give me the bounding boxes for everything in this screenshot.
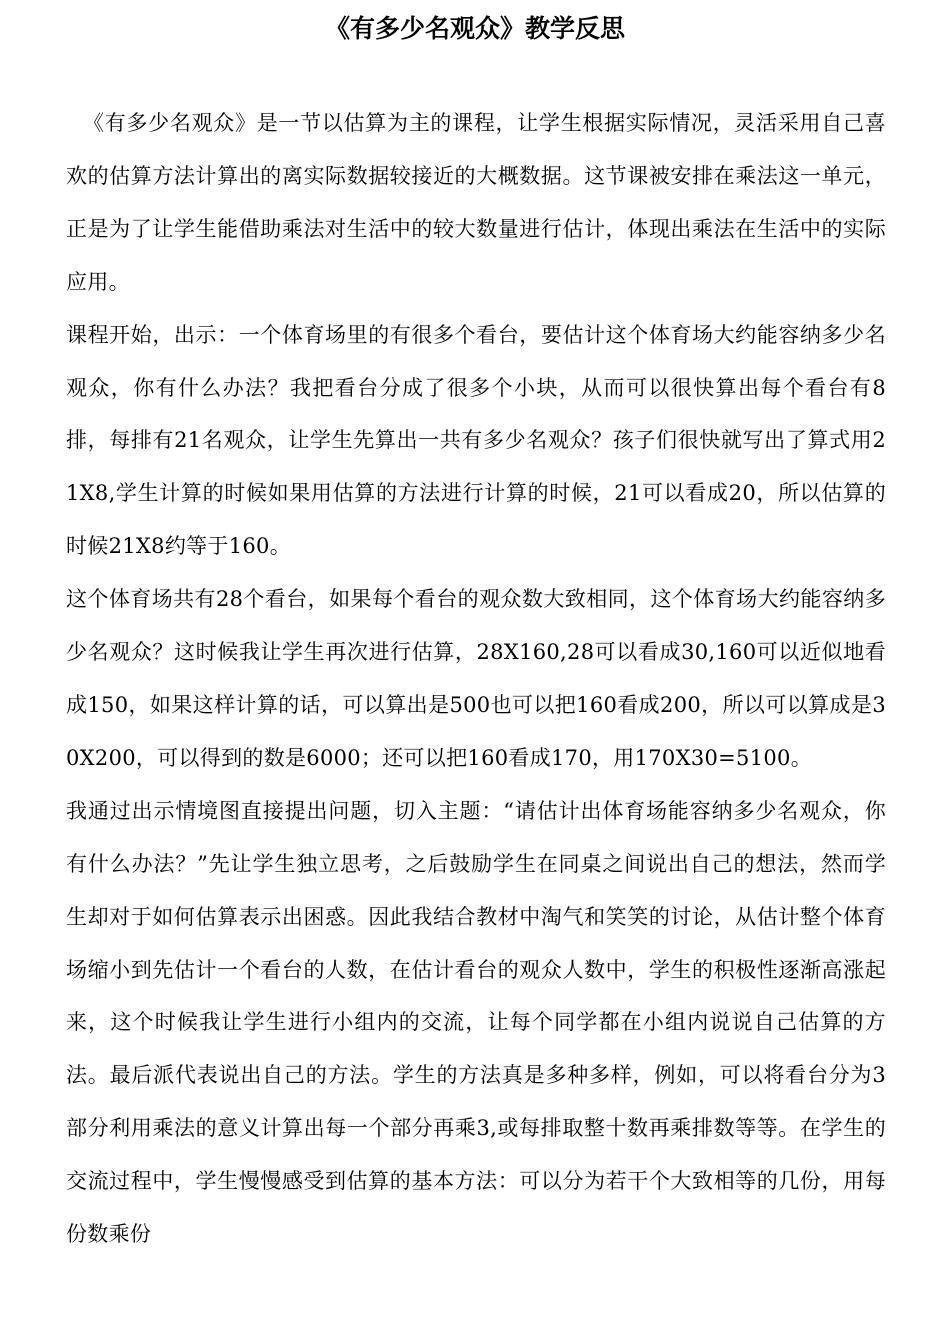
paragraph-intro: 《有多少名观众》是一节以估算为主的课程，让学生根据实际情况，灵活采用自己喜欢的估算方法计算出的离实际数据较接近的大概数据。这节课被安排在乘法这一单元，正是为了让学生能借助乘法对生活中的较大数量进行估计，体现出乘法在生活中的实际应用。 <box>66 111 886 294</box>
paragraph-stadium-estimate: 这个体育场共有28个看台，如果每个看台的观众数大致相同，这个体育场大约能容纳多少名观众？这时候我让学生再次进行估算，28X160,28可以看成30,160可以近似地看成150，如果这样计算的话，可以算出是500也可以把160看成200，所以可以算成是30X200，可以得到的数是6000；还可以把160看成170，用170X30=5100。 <box>66 587 886 770</box>
paragraph-reflection: 我通过出示情境图直接提出问题，切入主题：“请估计出体育场能容纳多少名观众，你有什么办法？”先让学生独立思考，之后鼓励学生在同桌之间说出自己的想法，然而学生却对于如何估算表示出困惑。因此我结合教材中淘气和笑笑的讨论，从估计整个体育场缩小到先估计一个看台的人数，在估计看台的观众人数中，学生的积极性逐渐高涨起来，这个时候我让学生进行小组内的交流，让每个同学都在小组内说说自己估算的方法。最后派代表说出自己的方法。学生的方法真是多种多样，例如，可以将看台分为3部分利用乘法的意义计算出每一个部分再乘3,或每排取整十数再乘排数等等。在学生的交流过程中，学生慢慢感受到估算的基本方法：可以分为若干个大致相等的几份，用每份数乘份 <box>66 798 886 1247</box>
paragraph-lesson-start: 课程开始，出示：一个体育场里的有很多个看台，要估计这个体育场大约能容纳多少名观众，你有什么办法？我把看台分成了很多个小块，从而可以很快算出每个看台有8排，每排有21名观众，让学生先算出一共有多少名观众？孩子们很快就写出了算式用21X8,学生计算的时候如果用估算的方法进行计算的时候，21可以看成20，所以估算的时候21X8约等于160。 <box>66 322 886 559</box>
document-title: 《有多少名观众》教学反思 <box>324 14 625 43</box>
document-body <box>66 97 886 1261</box>
